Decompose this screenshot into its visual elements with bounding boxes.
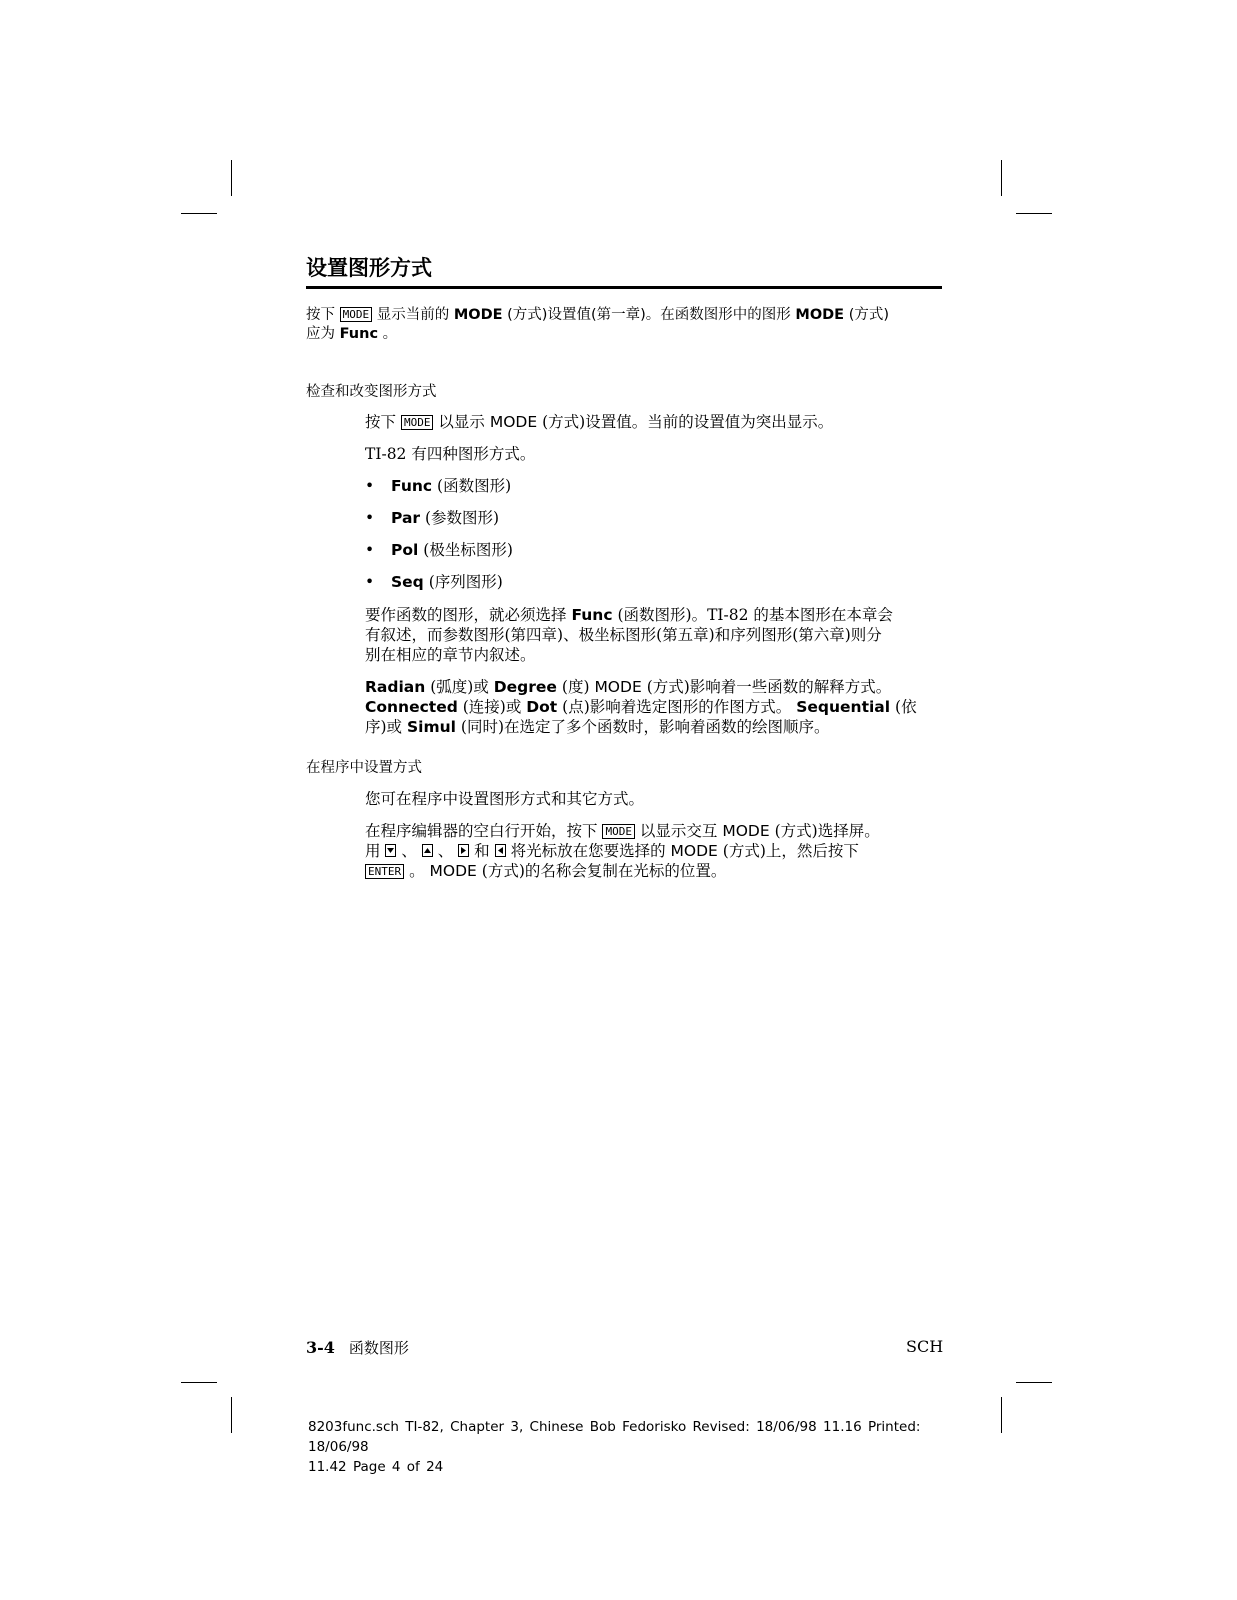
metadata-line: 11.42 Page 4 of 24 — [308, 1459, 444, 1475]
paragraph: 在程序编辑器的空白行开始，按下 MODE 以显示交互 MODE (方式)选择屏。 用 、 、 和 将光标放在您要选择的 MODE (方式)上，然后按下 ENTER 。 MODE (方式)的名称会复制在光标的位置。 — [365, 822, 880, 880]
bullet-icon: • — [365, 477, 375, 495]
mode-key: MODE — [401, 415, 434, 430]
section-heading: 在程序中设置方式 — [306, 760, 422, 776]
crop-mark — [181, 213, 217, 214]
bullet-icon: • — [365, 541, 375, 559]
crop-mark — [231, 160, 232, 196]
crop-mark — [1001, 1397, 1002, 1433]
metadata-line: 8203func.sch TI-82, Chapter 3, Chinese Bob Fedorisko Revised: 18/06/98 11.16 Printed: 18/06/98 — [308, 1419, 921, 1455]
up-arrow-key-icon — [422, 844, 433, 857]
enter-key: ENTER — [365, 864, 404, 879]
intro-paragraph: 按下 MODE 显示当前的 MODE (方式)设置值(第一章)。在函数图形中的图形 MODE (方式) 应为 Func 。 — [306, 307, 890, 342]
crop-mark — [1001, 160, 1002, 196]
section-heading: 检查和改变图形方式 — [306, 384, 437, 400]
down-arrow-key-icon — [385, 844, 396, 857]
paragraph: 要作函数的图形，就必须选择 Func (函数图形)。TI-82 的基本图形在本章会 有叙述，而参数图形(第四章)、极坐标图形(第五章)和序列图形(第六章)则分 别在相应的章节内叙述。 — [365, 606, 893, 664]
paragraph: 您可在程序中设置图形方式和其它方式。 — [365, 790, 645, 808]
list-item: • Func (函数图形) — [365, 477, 512, 495]
list-item: • Par (参数图形) — [365, 509, 500, 527]
crop-mark — [181, 1382, 217, 1383]
file-metadata — [308, 1417, 968, 1477]
page-footer — [306, 1337, 409, 1358]
page-title: 设置图形方式 — [306, 252, 942, 289]
list-item: • Seq (序列图形) — [365, 573, 503, 591]
list-item: • Pol (极坐标图形) — [365, 541, 513, 559]
left-arrow-key-icon — [495, 844, 506, 857]
crop-mark — [1016, 1382, 1052, 1383]
crop-mark — [231, 1397, 232, 1433]
language-code: SCH — [906, 1337, 944, 1356]
paragraph: TI-82 有四种图形方式。 — [365, 445, 536, 463]
bullet-icon: • — [365, 573, 375, 591]
crop-mark — [1016, 213, 1052, 214]
chapter-label: 函数图形 — [348, 1339, 409, 1357]
mode-key: MODE — [340, 307, 373, 322]
paragraph: 按下 MODE 以显示 MODE (方式)设置值。当前的设置值为突出显示。 — [365, 413, 834, 431]
mode-key: MODE — [602, 824, 635, 839]
paragraph: Radian (弧度)或 Degree (度) MODE (方式)影响着一些函数的解释方式。 Connected (连接)或 Dot (点)影响着选定图形的作图方式。 Sequential (依 序)或 Simul (同时)在选定了多个函数时，影响着函数的绘图顺序。 — [365, 678, 917, 736]
page-number: 3-4 — [306, 1338, 335, 1357]
right-arrow-key-icon — [458, 844, 469, 857]
bullet-icon: • — [365, 509, 375, 527]
